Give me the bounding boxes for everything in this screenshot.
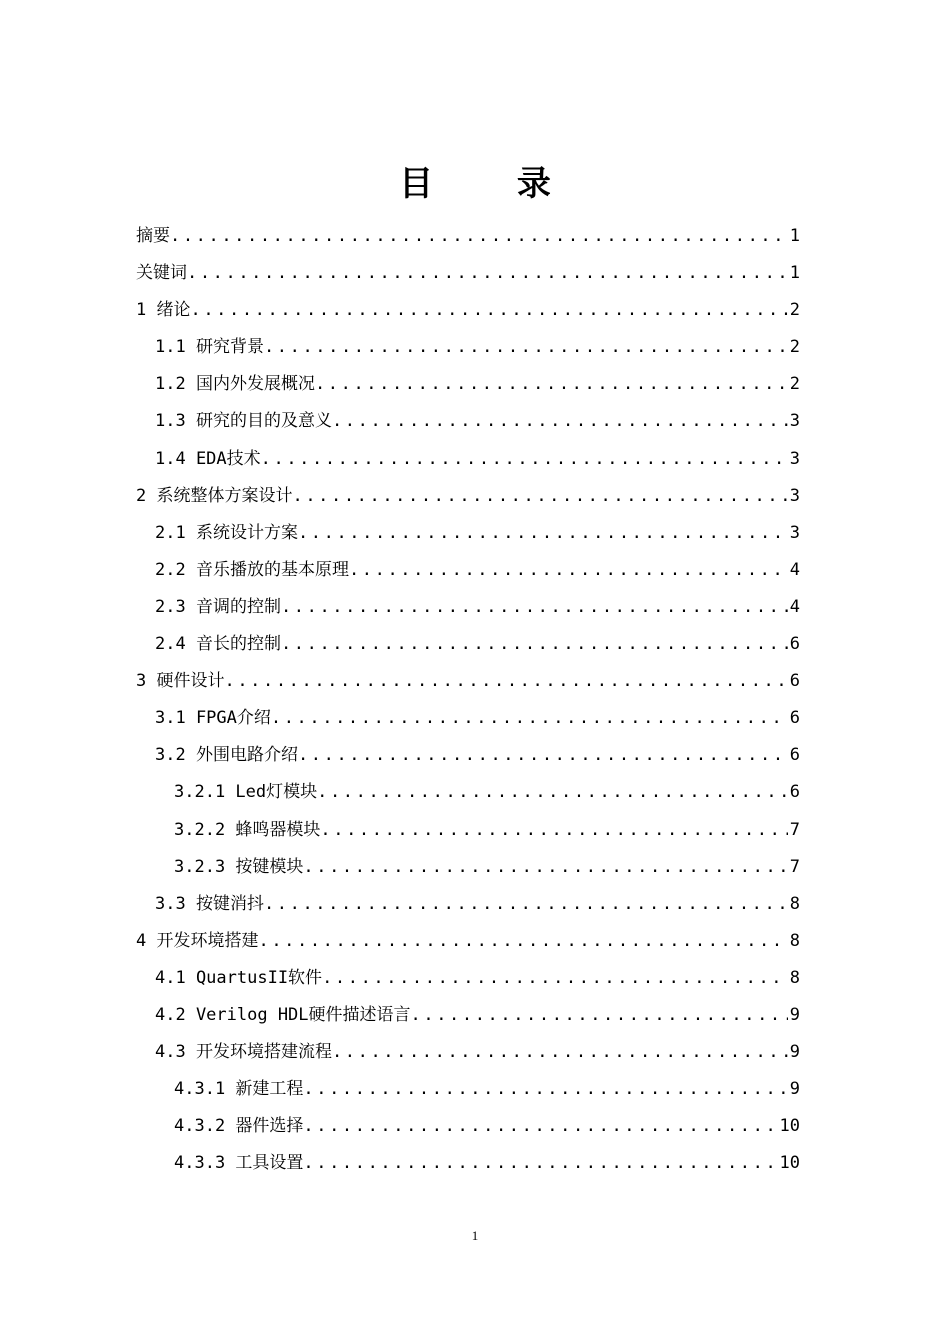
toc-entry-page: 8	[789, 967, 800, 988]
toc-entry-leader	[264, 329, 788, 366]
toc-entry[interactable]	[136, 1034, 800, 1071]
toc-entry-label: 4.3.1 新建工程	[174, 1079, 304, 1100]
toc-entry-page: 3	[789, 411, 800, 432]
toc-entry-label: 2 系统整体方案设计	[136, 485, 293, 506]
toc-entry-page: 1	[789, 226, 800, 246]
toc-entry[interactable]	[136, 700, 800, 737]
toc-entry-label: 4.3.3 工具设置	[174, 1153, 304, 1174]
toc-entry-leader	[292, 478, 787, 515]
toc-entry[interactable]	[136, 997, 800, 1034]
toc-entry-label: 1.4 EDA技术	[155, 448, 261, 469]
toc-entry-leader	[332, 1034, 788, 1071]
toc-entry-leader	[317, 774, 788, 811]
toc-entry[interactable]	[136, 737, 800, 774]
toc-entry-page: 3	[789, 522, 800, 543]
toc-entry-page: 9	[789, 1004, 800, 1025]
toc-entry-leader	[298, 737, 788, 774]
toc-entry-label: 4.3.2 器件选择	[174, 1116, 304, 1137]
toc-entry-label: 3 硬件设计	[136, 671, 225, 692]
toc-entry[interactable]	[136, 515, 800, 552]
toc-entry-label: 3.2.2 蜂鸣器模块	[174, 819, 321, 840]
toc-entry-leader	[258, 923, 787, 960]
toc-entry[interactable]	[136, 403, 800, 440]
toc-entry-page: 2	[789, 300, 800, 321]
toc-entry-leader	[264, 886, 788, 923]
toc-entry-leader	[170, 218, 788, 255]
toc-entry-leader	[298, 515, 788, 552]
toc-entry-label: 3.3 按键消抖	[155, 893, 264, 914]
toc-entry-leader	[322, 960, 788, 997]
toc-entry[interactable]	[136, 812, 800, 849]
toc-entry-leader	[303, 1108, 777, 1145]
toc-entry-page: 1	[789, 263, 800, 284]
toc-entry-label: 3.2 外围电路介绍	[155, 745, 298, 766]
toc-entry[interactable]	[136, 329, 800, 366]
toc-entry-leader	[320, 812, 787, 849]
toc-entry[interactable]	[136, 774, 800, 811]
toc-entry[interactable]	[136, 1145, 800, 1182]
toc-entry[interactable]	[136, 255, 800, 292]
toc-entry-label: 4.3 开发环境搭建流程	[155, 1042, 332, 1063]
toc-entry[interactable]	[136, 589, 800, 626]
toc-entry-leader	[261, 441, 788, 478]
toc-entry-leader	[303, 849, 787, 886]
toc-entry-page: 9	[789, 1079, 800, 1100]
toc-entry-leader	[281, 626, 788, 663]
toc-entry-page: 10	[779, 1116, 800, 1137]
toc-entry-label: 1.2 国内外发展概况	[155, 374, 315, 395]
toc-entry-label: 摘要	[136, 226, 170, 246]
toc-title: 目 录	[399, 164, 587, 204]
toc-entry[interactable]	[136, 218, 800, 255]
toc-entry[interactable]	[136, 1108, 800, 1145]
toc-entry-label: 3.2.3 按键模块	[174, 856, 304, 877]
toc-entry-label: 1.1 研究背景	[155, 337, 264, 358]
toc-entry-page: 3	[789, 485, 800, 506]
toc-entry-label: 2.4 音长的控制	[155, 634, 281, 655]
toc-entry[interactable]	[136, 1071, 800, 1108]
toc-entry-page: 6	[789, 782, 800, 803]
toc-entry-page: 4	[789, 559, 800, 580]
toc-entry-label: 4.1 QuartusII软件	[155, 967, 323, 988]
toc-entry-page: 4	[789, 596, 800, 617]
toc-entry-leader	[332, 403, 788, 440]
toc-entry-label: 1.3 研究的目的及意义	[155, 411, 332, 432]
toc-entry-leader	[303, 1071, 787, 1108]
toc-entry-page: 2	[789, 374, 800, 395]
toc-entry-label: 2.1 系统设计方案	[155, 522, 298, 543]
toc-entry[interactable]	[136, 626, 800, 663]
toc-entry-leader	[315, 366, 788, 403]
toc-entry[interactable]	[136, 663, 800, 700]
toc-entry-label: 4 开发环境搭建	[136, 930, 259, 951]
toc-entry-page: 9	[789, 1042, 800, 1063]
toc-entry[interactable]	[136, 478, 800, 515]
toc-entry-page: 8	[789, 893, 800, 914]
toc-entry-leader	[224, 663, 787, 700]
toc-entry-page: 6	[789, 671, 800, 692]
toc-entry-label: 2.3 音调的控制	[155, 596, 281, 617]
toc-entry-label: 4.2 Verilog HDL硬件描述语言	[155, 1004, 411, 1025]
toc-entry-page: 2	[789, 337, 800, 358]
toc-entry[interactable]	[136, 292, 800, 329]
toc-entry[interactable]	[136, 886, 800, 923]
toc-entry[interactable]	[136, 552, 800, 589]
toc-entry-page: 10	[779, 1153, 800, 1174]
toc-entry[interactable]	[136, 960, 800, 997]
toc-entry[interactable]	[136, 441, 800, 478]
toc-entry[interactable]	[136, 366, 800, 403]
table-of-contents	[136, 218, 800, 1182]
toc-entry-label: 关键词	[136, 263, 187, 284]
toc-entry-page: 8	[789, 930, 800, 951]
toc-entry-leader	[303, 1145, 777, 1182]
toc-entry-page: 6	[789, 708, 800, 729]
toc-entry-leader	[349, 552, 788, 589]
page-number: 1	[471, 1228, 479, 1243]
toc-entry[interactable]	[136, 923, 800, 960]
toc-entry-leader	[281, 589, 788, 626]
toc-entry-label: 3.2.1 Led灯模块	[174, 782, 318, 803]
toc-entry-page: 7	[789, 856, 800, 877]
toc-entry[interactable]	[136, 849, 800, 886]
toc-entry-leader	[411, 997, 788, 1034]
toc-entry-label: 1 绪论	[136, 300, 191, 321]
toc-entry-label: 3.1 FPGA介绍	[155, 708, 271, 729]
toc-entry-page: 7	[789, 819, 800, 840]
toc-entry-page: 3	[789, 448, 800, 469]
toc-entry-leader	[190, 292, 787, 329]
toc-entry-leader	[271, 700, 788, 737]
toc-entry-label: 2.2 音乐播放的基本原理	[155, 559, 349, 580]
toc-entry-leader	[187, 255, 788, 292]
toc-entry-page: 6	[789, 745, 800, 766]
toc-entry-page: 6	[789, 634, 800, 655]
